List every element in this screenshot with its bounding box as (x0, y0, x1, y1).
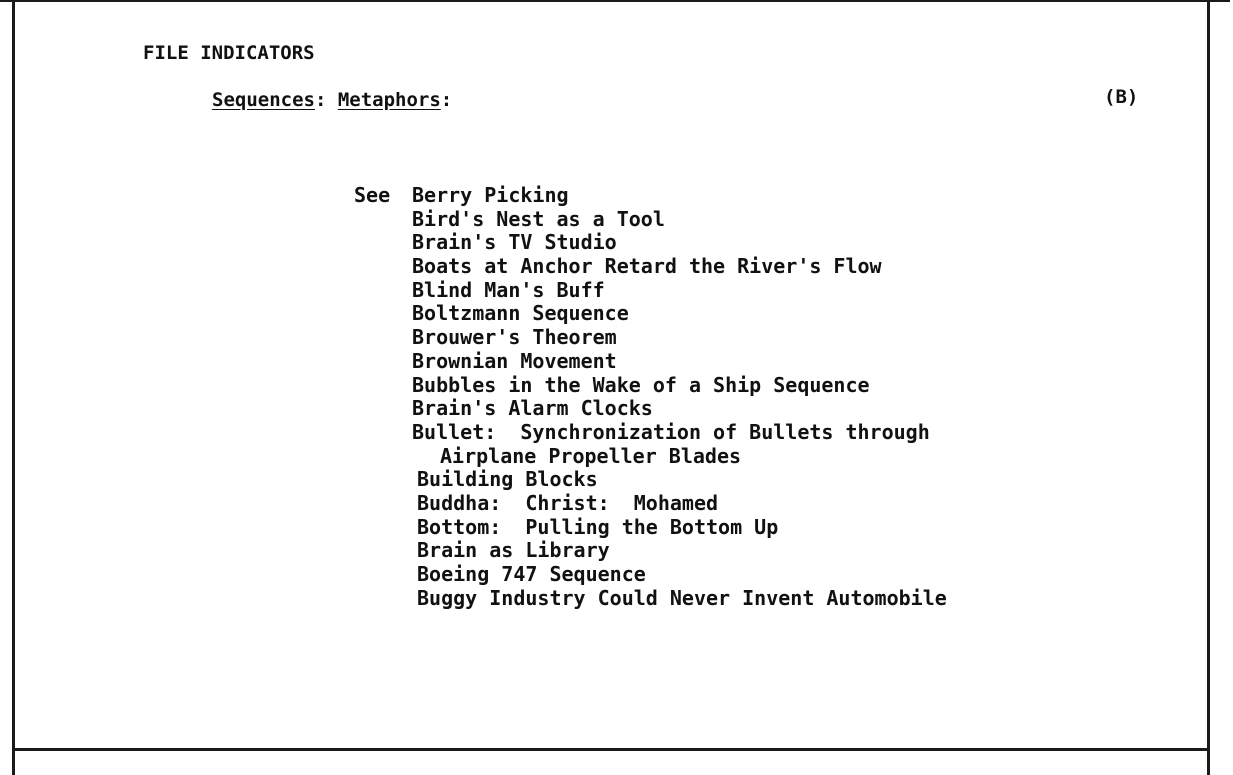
list-item: Brain's TV Studio (412, 230, 617, 255)
list-item: Blind Man's Buff (412, 277, 605, 302)
list-item: Bottom: Pulling the Bottom Up (417, 514, 779, 539)
list-item: Brownian Movement (412, 348, 617, 373)
card-top-border (0, 0, 1230, 2)
cross-reference-list (412, 184, 947, 610)
list-item: Brain's Alarm Clocks (412, 396, 653, 421)
section-marker: (B) (1104, 86, 1139, 108)
card-right-border (1207, 0, 1210, 775)
card-bottom-border (12, 748, 1210, 751)
list-item: Bullet: Synchronization of Bullets through (412, 419, 930, 444)
list-item: Brain as Library (417, 538, 610, 563)
list-item: Berry Picking (412, 183, 569, 207)
list-item: Buggy Industry Could Never Invent Automobile (417, 585, 947, 610)
list-item: Building Blocks (417, 467, 598, 492)
list-item: Buddha: Christ: Mohamed (417, 490, 719, 515)
list-item: Boltzmann Sequence (412, 301, 629, 326)
card-title: FILE INDICATORS (143, 42, 315, 64)
card-left-border (12, 0, 15, 775)
subtitle-separator: : (314, 89, 338, 111)
list-item: Bird's Nest as a Tool (412, 206, 665, 231)
card-subtitle (212, 89, 452, 113)
list-item: Boats at Anchor Retard the River's Flow (412, 254, 882, 279)
sequences-label: Sequences (212, 89, 315, 111)
list-item: Brouwer's Theorem (412, 325, 617, 350)
metaphors-label: Metaphors (337, 89, 441, 111)
see-label: See (354, 183, 391, 207)
list-item: Bubbles in the Wake of a Ship Sequence (412, 372, 870, 397)
list-item: Boeing 747 Sequence (417, 562, 646, 586)
subtitle-separator-end: : (440, 89, 453, 111)
list-item-continuation: Airplane Propeller Blades (440, 443, 742, 468)
